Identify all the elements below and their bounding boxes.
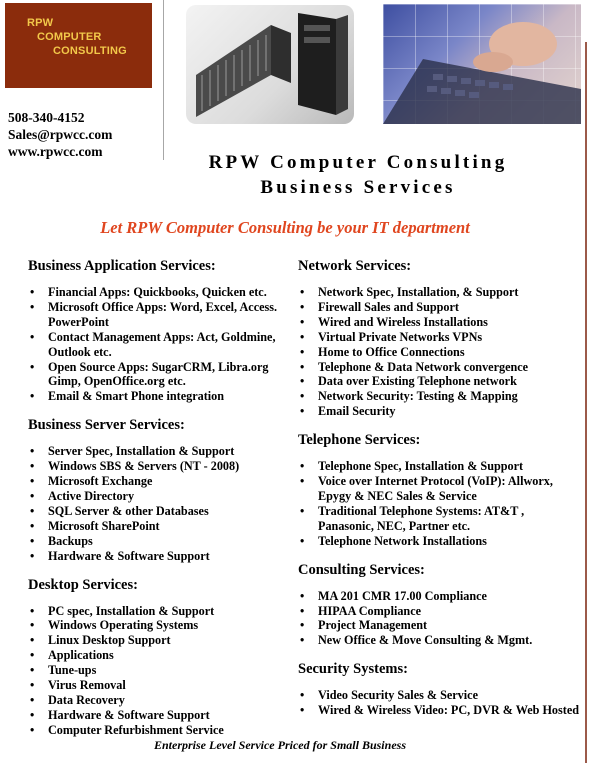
section-network — [298, 257, 583, 419]
list-item: • Tune-ups — [28, 663, 298, 678]
list-item: • Project Management — [298, 618, 583, 633]
list-item: • Email Security — [298, 404, 583, 419]
list-item: • Active Directory — [28, 489, 298, 504]
section-consulting — [298, 561, 583, 649]
list-item: • MA 201 CMR 17.00 Compliance — [298, 589, 583, 604]
list-item: • Data Recovery — [28, 693, 298, 708]
title-line-1: RPW Computer Consulting — [208, 152, 508, 173]
list-item: • Microsoft SharePoint — [28, 519, 298, 534]
section-business-application — [28, 257, 298, 404]
list-item: • Telephone Network Installations — [298, 534, 583, 549]
list-item: • Firewall Sales and Support — [298, 300, 583, 315]
list-item: • Contact Management Apps: Act, Goldmine, Outlook etc. — [28, 330, 298, 360]
list-item: • Traditional Telephone Systems: AT&T , Panasonic, NEC, Partner etc. — [298, 504, 583, 534]
divider-right-border — [585, 42, 587, 763]
list-item: • Video Security Sales & Service — [298, 688, 583, 703]
list-item: • PC spec, Installation & Support — [28, 604, 298, 619]
list-item: • Server Spec, Installation & Support — [28, 444, 298, 459]
section-heading: Security Systems: — [298, 661, 408, 678]
company-logo — [5, 3, 152, 88]
list-item: • Email & Smart Phone integration — [28, 389, 298, 404]
contact-info — [8, 109, 112, 160]
section-heading: Desktop Services: — [28, 576, 138, 593]
logo-line-2: COMPUTER — [37, 31, 102, 43]
section-business-server — [28, 416, 298, 563]
list-item: • Voice over Internet Protocol (VoIP): Allworx, Epygy & NEC Sales & Service — [298, 474, 583, 504]
section-heading: Telephone Services: — [298, 432, 421, 449]
section-telephone — [298, 431, 583, 548]
section-heading: Business Application Services: — [28, 258, 216, 274]
list-item: • Windows Operating Systems — [28, 618, 298, 633]
left-column — [28, 257, 298, 750]
list-item: • Linux Desktop Support — [28, 633, 298, 648]
list-item: • Applications — [28, 648, 298, 663]
list-item: • Financial Apps: Quickbooks, Quicken etc. — [28, 285, 298, 300]
list-item: • SQL Server & other Databases — [28, 504, 298, 519]
list-item: • Telephone Spec, Installation & Support — [298, 459, 583, 474]
list-item: • Backups — [28, 534, 298, 549]
section-heading: Consulting Services: — [298, 561, 425, 578]
server-rack-image — [186, 5, 354, 124]
list-item: • Home to Office Connections — [298, 345, 583, 360]
phone-number: 508-340-4152 — [8, 110, 85, 125]
section-security — [298, 660, 583, 718]
keyboard-hands-image — [383, 4, 581, 124]
logo-line-3: CONSULTING — [53, 45, 127, 57]
list-item: • HIPAA Compliance — [298, 604, 583, 619]
list-item: • Wired & Wireless Video: PC, DVR & Web Hosted — [298, 703, 583, 718]
list-item: • Open Source Apps: SugarCRM, Libra.org Gimp, OpenOffice.org etc. — [28, 360, 298, 390]
footer-slogan: Enterprise Level Service Priced for Small Business — [154, 738, 406, 752]
list-item: • Virus Removal — [28, 678, 298, 693]
tagline: Let RPW Computer Consulting be your IT department — [100, 218, 470, 237]
section-heading: Network Services: — [298, 258, 412, 274]
website-url: www.rpwcc.com — [8, 144, 103, 159]
list-item: • Data over Existing Telephone network — [298, 374, 583, 389]
list-item: • Microsoft Office Apps: Word, Excel, Access. PowerPoint — [28, 300, 298, 330]
list-item: • Hardware & Software Support — [28, 549, 298, 564]
list-item: • Computer Refurbishment Service — [28, 723, 298, 738]
list-item: • Hardware & Software Support — [28, 708, 298, 723]
list-item: • Windows SBS & Servers (NT - 2008) — [28, 459, 298, 474]
list-item: • Virtual Private Networks VPNs — [298, 330, 583, 345]
divider-vertical — [163, 0, 164, 160]
logo-line-1: RPW — [27, 17, 54, 29]
section-heading: Business Server Services: — [28, 417, 185, 434]
list-item: • Microsoft Exchange — [28, 474, 298, 489]
list-item: • Wired and Wireless Installations — [298, 315, 583, 330]
right-column — [298, 257, 583, 730]
list-item: • Telephone & Data Network convergence — [298, 360, 583, 375]
list-item: • Network Spec, Installation, & Support — [298, 285, 583, 300]
section-desktop — [28, 576, 298, 738]
title-line-2: Business Services — [260, 177, 456, 198]
email-address: Sales@rpwcc.com — [8, 127, 113, 142]
list-item: • Network Security: Testing & Mapping — [298, 389, 583, 404]
page-title — [168, 150, 548, 200]
list-item: • New Office & Move Consulting & Mgmt. — [298, 633, 583, 648]
